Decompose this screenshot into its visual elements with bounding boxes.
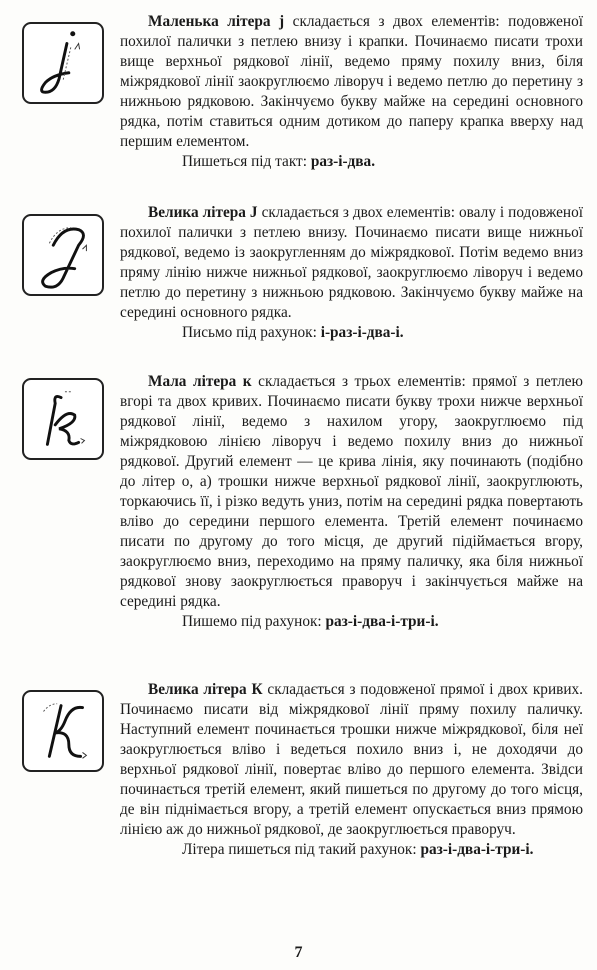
section-paragraph xyxy=(120,372,583,612)
cursive-lowercase-j-icon xyxy=(22,22,104,104)
rhythm-label: Літера пишеться під такий рахунок: xyxy=(182,841,421,858)
section-paragraph xyxy=(120,680,583,840)
rhythm-line xyxy=(120,612,583,632)
rhythm-value: раз-і-два-і-три-і. xyxy=(325,613,439,630)
letter-description: складається з двох елементів: подовженої похилої палички з петлею внизу і крапки. Починаємо писати трохи вище верхньої рядкової лінії, ведемо пряму похилу вниз, біля міжрядкової лінії заокруглюємо ліворуч і ведемо петлю до перетину з нижньою рядковою. Закінчуємо букву майже на середині основного рядка, потім ставиться одним дотиком до паперу крапка вверху над першим елементом. xyxy=(120,13,584,150)
rhythm-value: і-раз-і-два-і. xyxy=(320,324,404,341)
letter-title: Мала літера к xyxy=(148,373,252,390)
cursive-lowercase-k-icon xyxy=(22,378,104,460)
page-number: 7 xyxy=(294,944,303,961)
letter-description: складається з подовженої прямої і двох кривих. Починаємо писати від міжрядкової лінії пряму похилу паличку. Наступний елемент починається трошки нижче міжрядкової, біля неї заокруглюється вліво і ведеться похило вниз і, не доходячи до верхньої рядкової лінії, повертає вліво до першого елемента. Звідси починається третій елемент, який пишеться по другому до того місця, де він піднімається вгору, а третій елемент опускається вниз прямою лінією аж до нижньої рядкової, де заокруглюється праворуч. xyxy=(120,681,584,838)
section-paragraph xyxy=(120,203,583,323)
rhythm-label: Пишемо під рахунок: xyxy=(182,613,326,630)
rhythm-label: Пишеться під такт: xyxy=(182,153,311,170)
rhythm-value: раз-і-два. xyxy=(310,153,376,170)
cursive-uppercase-k-icon xyxy=(22,690,104,772)
rhythm-value: раз-і-два-і-три-і. xyxy=(420,841,534,858)
letter-description: складається з двох елементів: овалу і подовженої похилої палички з петлею внизу. Починаємо писати вище нижньої рядкової, ведемо із заокругленням до міжрядкової. Потім ведемо вниз пряму лінію нижче нижньої рядкової, заокруглюємо ліворуч і ведемо петлю до перетину з нижньою рядковою. Закінчуємо букву майже на середині основного рядка. xyxy=(120,204,583,321)
cursive-uppercase-j-icon xyxy=(22,214,104,296)
rhythm-line xyxy=(120,840,583,860)
letter-title: Маленька літера j xyxy=(148,13,285,30)
rhythm-line xyxy=(120,152,583,172)
letter-title: Велика літера К xyxy=(148,681,263,698)
letter-title: Велика літера J xyxy=(148,204,258,221)
rhythm-label: Письмо під рахунок: xyxy=(182,324,321,341)
letter-description: складається з трьох елементів: прямої з петлею вгорі та двох кривих. Починаємо писати букву трохи нижче верхньої рядкової лінії, ведемо з нахилом угору, заокруглюємо під міжрядковою лінією ліворуч і ведемо похилу вниз до нижньої рядкової. Другий елемент — це крива лінія, яку починають (подібно до літер о, а) трошки нижче верхньої рядкової лінії, заокруглюють, торкаючись її, і різко ведуть униз, потім на середині рядка повертають вліво до середини першого елемента. Третій елемент починаємо писати по другому до того місця, де другий підіймається вгору, заокруглюємо вниз, переходимо на пряму паличку, яка біля нижньої рядкової знову заокруглюється праворуч і закінчується майже на середині рядка. xyxy=(120,373,583,610)
rhythm-line xyxy=(120,323,583,343)
section-paragraph xyxy=(120,12,583,152)
